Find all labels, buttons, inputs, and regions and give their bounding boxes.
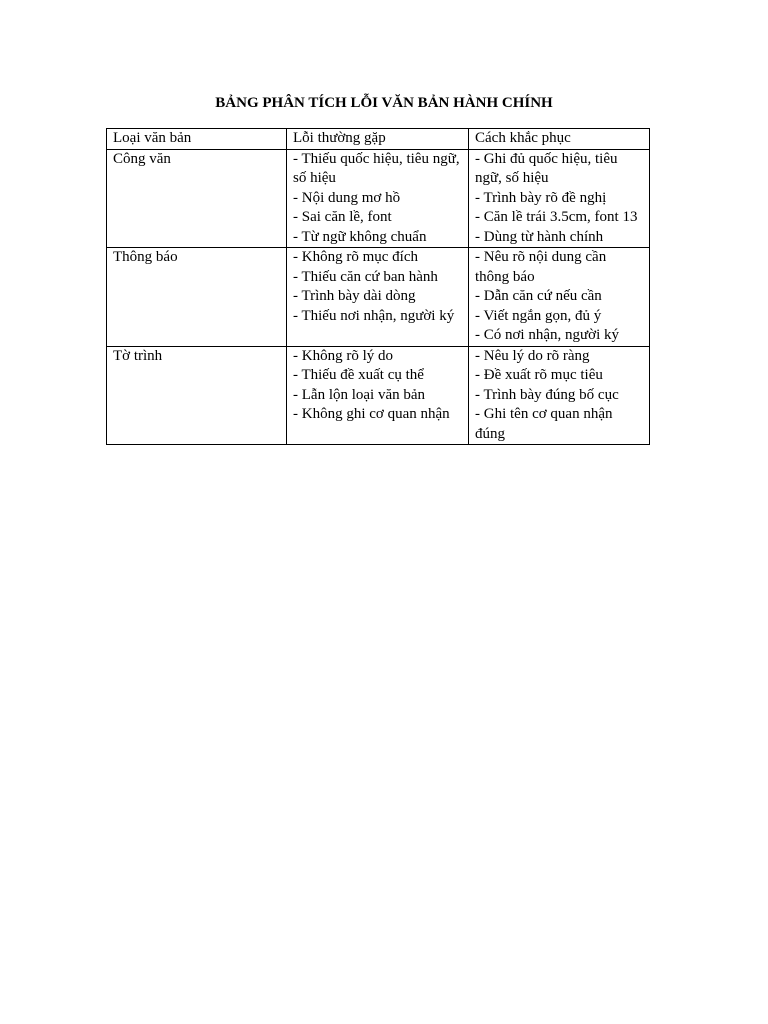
fix-item: - Nêu lý do rõ ràng	[475, 347, 590, 364]
error-item: - Nội dung mơ hồ	[293, 189, 401, 206]
fix-item: - Ghi đủ quốc hiệu, tiêu ngữ, số hiệu	[475, 150, 618, 186]
fix-item: - Ghi tên cơ quan nhận đúng	[475, 406, 613, 442]
fix-item: - Nêu rõ nội dung cần thông báo	[475, 249, 607, 285]
fix-item: - Căn lề trái 3.5cm, font 13	[475, 209, 638, 225]
error-item: - Thiếu đề xuất cụ thể	[293, 367, 424, 383]
header-document-type: Loại văn bản	[107, 129, 287, 150]
error-item: - Lẫn lộn loại văn bản	[293, 386, 426, 403]
cell-fixes	[469, 149, 650, 248]
table-row	[107, 346, 650, 445]
error-item: - Không rõ lý do	[293, 347, 393, 364]
document-title: BẢNG PHÂN TÍCH LỖI VĂN BẢN HÀNH CHÍNH	[215, 95, 553, 111]
table-header-row	[107, 129, 650, 150]
header-common-errors: Lỗi thường gặp	[287, 129, 469, 150]
table-row	[107, 149, 650, 248]
error-item: - Thiếu căn cứ ban hành	[293, 268, 438, 285]
error-item: - Sai căn lề, font	[293, 209, 392, 225]
fix-item: - Dùng từ hành chính	[475, 228, 604, 245]
fix-item: - Dẫn căn cứ nếu cần	[475, 288, 602, 304]
cell-common-errors	[287, 248, 469, 347]
error-item: - Từ ngữ không chuẩn	[293, 228, 427, 245]
cell-document-type: Tờ trình	[107, 346, 287, 445]
error-item: - Không rõ mục đích	[293, 249, 418, 265]
cell-fixes	[469, 248, 650, 347]
error-item: - Thiếu quốc hiệu, tiêu ngữ, số hiệu	[293, 150, 460, 186]
error-item: - Không ghi cơ quan nhận	[293, 406, 450, 422]
cell-fixes	[469, 346, 650, 445]
fix-item: - Trình bày đúng bố cục	[475, 386, 619, 403]
fix-item: - Đề xuất rõ mục tiêu	[475, 367, 603, 383]
error-item: - Trình bày dài dòng	[293, 288, 416, 304]
cell-document-type: Công văn	[107, 149, 287, 248]
header-fixes: Cách khắc phục	[469, 129, 650, 150]
cell-document-type: Thông báo	[107, 248, 287, 347]
fix-item: - Trình bày rõ đề nghị	[475, 189, 607, 206]
fix-item: - Có nơi nhận, người ký	[475, 327, 619, 343]
table-row	[107, 248, 650, 347]
fix-item: - Viết ngắn gọn, đủ ý	[475, 307, 602, 324]
error-item: - Thiếu nơi nhận, người ký	[293, 307, 455, 324]
cell-common-errors	[287, 149, 469, 248]
cell-common-errors	[287, 346, 469, 445]
error-analysis-table	[106, 128, 650, 445]
